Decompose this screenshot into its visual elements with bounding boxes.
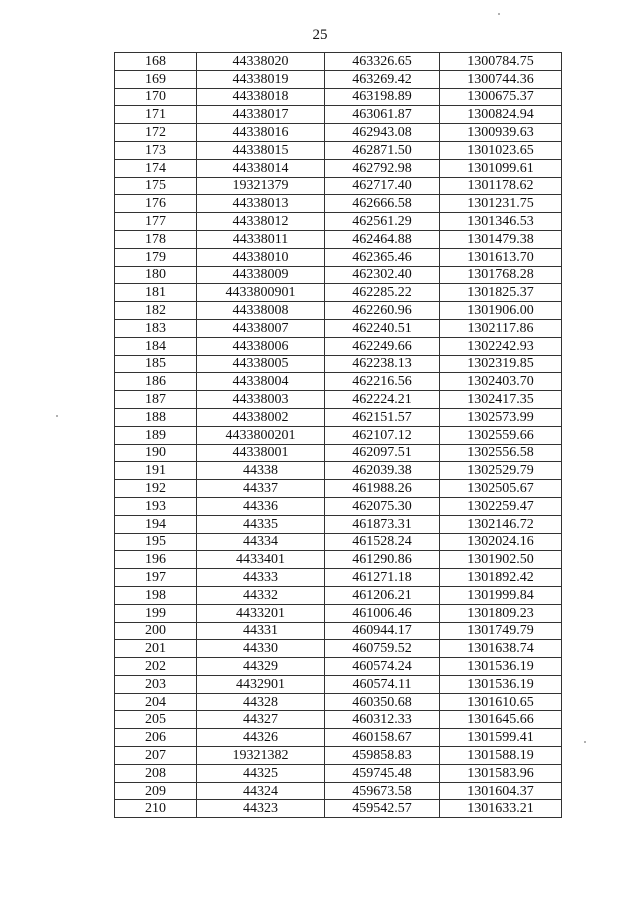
- table-row: [115, 70, 562, 88]
- coordinates-table: [114, 52, 562, 818]
- point-id-cell: 44338005: [197, 355, 325, 373]
- x-coordinate-cell: 462943.08: [325, 124, 440, 142]
- y-coordinate-cell: 1301809.23: [440, 604, 562, 622]
- table-row: [115, 408, 562, 426]
- x-coordinate-cell: 459542.57: [325, 800, 440, 818]
- row-number-cell: 210: [115, 800, 197, 818]
- table-row: [115, 604, 562, 622]
- x-coordinate-cell: 462238.13: [325, 355, 440, 373]
- x-coordinate-cell: 459745.48: [325, 764, 440, 782]
- table-row: [115, 426, 562, 444]
- y-coordinate-cell: 1301633.21: [440, 800, 562, 818]
- row-number-cell: 201: [115, 640, 197, 658]
- point-id-cell: 44338014: [197, 159, 325, 177]
- x-coordinate-cell: 463326.65: [325, 53, 440, 71]
- x-coordinate-cell: 462464.88: [325, 230, 440, 248]
- table-row: [115, 319, 562, 337]
- point-id-cell: 4433800901: [197, 284, 325, 302]
- y-coordinate-cell: 1301604.37: [440, 782, 562, 800]
- point-id-cell: 44335: [197, 515, 325, 533]
- x-coordinate-cell: 462097.51: [325, 444, 440, 462]
- x-coordinate-cell: 459858.83: [325, 747, 440, 765]
- x-coordinate-cell: 459673.58: [325, 782, 440, 800]
- y-coordinate-cell: 1301599.41: [440, 729, 562, 747]
- y-coordinate-cell: 1301906.00: [440, 302, 562, 320]
- table-row: [115, 497, 562, 515]
- scan-speck: [584, 741, 586, 743]
- point-id-cell: 44338015: [197, 141, 325, 159]
- table-row: [115, 141, 562, 159]
- point-id-cell: 44338017: [197, 106, 325, 124]
- x-coordinate-cell: 463061.87: [325, 106, 440, 124]
- point-id-cell: 44338009: [197, 266, 325, 284]
- y-coordinate-cell: 1302319.85: [440, 355, 562, 373]
- y-coordinate-cell: 1301479.38: [440, 230, 562, 248]
- point-id-cell: 44329: [197, 658, 325, 676]
- y-coordinate-cell: 1301999.84: [440, 586, 562, 604]
- x-coordinate-cell: 461271.18: [325, 569, 440, 587]
- row-number-cell: 209: [115, 782, 197, 800]
- y-coordinate-cell: 1300675.37: [440, 88, 562, 106]
- y-coordinate-cell: 1302573.99: [440, 408, 562, 426]
- scan-speck: [56, 415, 58, 417]
- table-row: [115, 124, 562, 142]
- table-row: [115, 675, 562, 693]
- point-id-cell: 44338007: [197, 319, 325, 337]
- point-id-cell: 44323: [197, 800, 325, 818]
- table-row: [115, 729, 562, 747]
- table-row: [115, 177, 562, 195]
- point-id-cell: 4432901: [197, 675, 325, 693]
- y-coordinate-cell: 1300939.63: [440, 124, 562, 142]
- coordinates-table-body: [115, 53, 562, 818]
- x-coordinate-cell: 460350.68: [325, 693, 440, 711]
- point-id-cell: 44326: [197, 729, 325, 747]
- table-row: [115, 230, 562, 248]
- y-coordinate-cell: 1301583.96: [440, 764, 562, 782]
- y-coordinate-cell: 1301610.65: [440, 693, 562, 711]
- x-coordinate-cell: 462240.51: [325, 319, 440, 337]
- row-number-cell: 200: [115, 622, 197, 640]
- y-coordinate-cell: 1301902.50: [440, 551, 562, 569]
- x-coordinate-cell: 462039.38: [325, 462, 440, 480]
- table-row: [115, 515, 562, 533]
- point-id-cell: 44334: [197, 533, 325, 551]
- table-row: [115, 284, 562, 302]
- table-row: [115, 337, 562, 355]
- table-row: [115, 533, 562, 551]
- x-coordinate-cell: 462561.29: [325, 213, 440, 231]
- x-coordinate-cell: 462216.56: [325, 373, 440, 391]
- row-number-cell: 185: [115, 355, 197, 373]
- y-coordinate-cell: 1302024.16: [440, 533, 562, 551]
- point-id-cell: 4433401: [197, 551, 325, 569]
- x-coordinate-cell: 460158.67: [325, 729, 440, 747]
- row-number-cell: 172: [115, 124, 197, 142]
- table-row: [115, 640, 562, 658]
- y-coordinate-cell: 1301346.53: [440, 213, 562, 231]
- table-row: [115, 53, 562, 71]
- point-id-cell: 44328: [197, 693, 325, 711]
- row-number-cell: 203: [115, 675, 197, 693]
- point-id-cell: 44338013: [197, 195, 325, 213]
- x-coordinate-cell: 461006.46: [325, 604, 440, 622]
- y-coordinate-cell: 1302417.35: [440, 391, 562, 409]
- y-coordinate-cell: 1301099.61: [440, 159, 562, 177]
- row-number-cell: 205: [115, 711, 197, 729]
- row-number-cell: 207: [115, 747, 197, 765]
- x-coordinate-cell: 462260.96: [325, 302, 440, 320]
- point-id-cell: 44338006: [197, 337, 325, 355]
- row-number-cell: 184: [115, 337, 197, 355]
- table-row: [115, 266, 562, 284]
- x-coordinate-cell: 461528.24: [325, 533, 440, 551]
- row-number-cell: 182: [115, 302, 197, 320]
- point-id-cell: 44327: [197, 711, 325, 729]
- y-coordinate-cell: 1300744.36: [440, 70, 562, 88]
- row-number-cell: 191: [115, 462, 197, 480]
- table-row: [115, 355, 562, 373]
- x-coordinate-cell: 460574.24: [325, 658, 440, 676]
- row-number-cell: 170: [115, 88, 197, 106]
- scan-speck: [498, 13, 500, 15]
- point-id-cell: 44338020: [197, 53, 325, 71]
- point-id-cell: 4433800201: [197, 426, 325, 444]
- table-row: [115, 302, 562, 320]
- point-id-cell: 44338004: [197, 373, 325, 391]
- point-id-cell: 44330: [197, 640, 325, 658]
- y-coordinate-cell: 1300824.94: [440, 106, 562, 124]
- table-row: [115, 586, 562, 604]
- row-number-cell: 198: [115, 586, 197, 604]
- table-row: [115, 569, 562, 587]
- x-coordinate-cell: 462249.66: [325, 337, 440, 355]
- table-row: [115, 782, 562, 800]
- row-number-cell: 189: [115, 426, 197, 444]
- x-coordinate-cell: 463269.42: [325, 70, 440, 88]
- row-number-cell: 197: [115, 569, 197, 587]
- x-coordinate-cell: 461206.21: [325, 586, 440, 604]
- table-row: [115, 195, 562, 213]
- table-row: [115, 88, 562, 106]
- y-coordinate-cell: 1302556.58: [440, 444, 562, 462]
- row-number-cell: 204: [115, 693, 197, 711]
- table-row: [115, 248, 562, 266]
- row-number-cell: 206: [115, 729, 197, 747]
- y-coordinate-cell: 1301749.79: [440, 622, 562, 640]
- point-id-cell: 44337: [197, 480, 325, 498]
- point-id-cell: 44325: [197, 764, 325, 782]
- row-number-cell: 183: [115, 319, 197, 337]
- table-row: [115, 800, 562, 818]
- row-number-cell: 180: [115, 266, 197, 284]
- y-coordinate-cell: 1301536.19: [440, 658, 562, 676]
- row-number-cell: 169: [115, 70, 197, 88]
- y-coordinate-cell: 1301613.70: [440, 248, 562, 266]
- page-number: 25: [312, 27, 328, 43]
- x-coordinate-cell: 462365.46: [325, 248, 440, 266]
- table-row: [115, 159, 562, 177]
- y-coordinate-cell: 1302242.93: [440, 337, 562, 355]
- row-number-cell: 192: [115, 480, 197, 498]
- y-coordinate-cell: 1301768.28: [440, 266, 562, 284]
- point-id-cell: 44324: [197, 782, 325, 800]
- x-coordinate-cell: 462871.50: [325, 141, 440, 159]
- table-row: [115, 373, 562, 391]
- point-id-cell: 44338018: [197, 88, 325, 106]
- row-number-cell: 181: [115, 284, 197, 302]
- row-number-cell: 195: [115, 533, 197, 551]
- x-coordinate-cell: 462792.98: [325, 159, 440, 177]
- point-id-cell: 44338012: [197, 213, 325, 231]
- point-id-cell: 44336: [197, 497, 325, 515]
- table-row: [115, 213, 562, 231]
- row-number-cell: 178: [115, 230, 197, 248]
- point-id-cell: 19321379: [197, 177, 325, 195]
- y-coordinate-cell: 1302529.79: [440, 462, 562, 480]
- x-coordinate-cell: 460944.17: [325, 622, 440, 640]
- row-number-cell: 187: [115, 391, 197, 409]
- x-coordinate-cell: 460574.11: [325, 675, 440, 693]
- point-id-cell: 44338016: [197, 124, 325, 142]
- point-id-cell: 44338019: [197, 70, 325, 88]
- table-row: [115, 480, 562, 498]
- point-id-cell: 44338008: [197, 302, 325, 320]
- table-row: [115, 747, 562, 765]
- y-coordinate-cell: 1301178.62: [440, 177, 562, 195]
- point-id-cell: 44333: [197, 569, 325, 587]
- x-coordinate-cell: 462285.22: [325, 284, 440, 302]
- row-number-cell: 176: [115, 195, 197, 213]
- y-coordinate-cell: 1301536.19: [440, 675, 562, 693]
- y-coordinate-cell: 1302259.47: [440, 497, 562, 515]
- row-number-cell: 188: [115, 408, 197, 426]
- row-number-cell: 199: [115, 604, 197, 622]
- x-coordinate-cell: 462151.57: [325, 408, 440, 426]
- table-row: [115, 658, 562, 676]
- table-row: [115, 622, 562, 640]
- y-coordinate-cell: 1301645.66: [440, 711, 562, 729]
- x-coordinate-cell: 462302.40: [325, 266, 440, 284]
- row-number-cell: 202: [115, 658, 197, 676]
- row-number-cell: 190: [115, 444, 197, 462]
- x-coordinate-cell: 460759.52: [325, 640, 440, 658]
- x-coordinate-cell: 460312.33: [325, 711, 440, 729]
- point-id-cell: 44338002: [197, 408, 325, 426]
- row-number-cell: 171: [115, 106, 197, 124]
- x-coordinate-cell: 462075.30: [325, 497, 440, 515]
- row-number-cell: 193: [115, 497, 197, 515]
- y-coordinate-cell: 1302403.70: [440, 373, 562, 391]
- y-coordinate-cell: 1302117.86: [440, 319, 562, 337]
- y-coordinate-cell: 1300784.75: [440, 53, 562, 71]
- row-number-cell: 196: [115, 551, 197, 569]
- row-number-cell: 168: [115, 53, 197, 71]
- x-coordinate-cell: 461873.31: [325, 515, 440, 533]
- row-number-cell: 186: [115, 373, 197, 391]
- table-row: [115, 764, 562, 782]
- y-coordinate-cell: 1302505.67: [440, 480, 562, 498]
- y-coordinate-cell: 1301023.65: [440, 141, 562, 159]
- x-coordinate-cell: 461988.26: [325, 480, 440, 498]
- x-coordinate-cell: 462107.12: [325, 426, 440, 444]
- y-coordinate-cell: 1301825.37: [440, 284, 562, 302]
- table-row: [115, 106, 562, 124]
- table-row: [115, 693, 562, 711]
- row-number-cell: 179: [115, 248, 197, 266]
- x-coordinate-cell: 461290.86: [325, 551, 440, 569]
- point-id-cell: 19321382: [197, 747, 325, 765]
- point-id-cell: 44338003: [197, 391, 325, 409]
- row-number-cell: 174: [115, 159, 197, 177]
- point-id-cell: 44338: [197, 462, 325, 480]
- x-coordinate-cell: 462717.40: [325, 177, 440, 195]
- y-coordinate-cell: 1301588.19: [440, 747, 562, 765]
- point-id-cell: 44338001: [197, 444, 325, 462]
- point-id-cell: 4433201: [197, 604, 325, 622]
- row-number-cell: 177: [115, 213, 197, 231]
- point-id-cell: 44332: [197, 586, 325, 604]
- point-id-cell: 44338010: [197, 248, 325, 266]
- row-number-cell: 173: [115, 141, 197, 159]
- row-number-cell: 208: [115, 764, 197, 782]
- point-id-cell: 44338011: [197, 230, 325, 248]
- table-row: [115, 391, 562, 409]
- y-coordinate-cell: 1302559.66: [440, 426, 562, 444]
- y-coordinate-cell: 1301638.74: [440, 640, 562, 658]
- x-coordinate-cell: 462224.21: [325, 391, 440, 409]
- y-coordinate-cell: 1301892.42: [440, 569, 562, 587]
- point-id-cell: 44331: [197, 622, 325, 640]
- y-coordinate-cell: 1302146.72: [440, 515, 562, 533]
- table-row: [115, 551, 562, 569]
- y-coordinate-cell: 1301231.75: [440, 195, 562, 213]
- table-row: [115, 711, 562, 729]
- x-coordinate-cell: 463198.89: [325, 88, 440, 106]
- row-number-cell: 194: [115, 515, 197, 533]
- table-row: [115, 462, 562, 480]
- x-coordinate-cell: 462666.58: [325, 195, 440, 213]
- table-row: [115, 444, 562, 462]
- row-number-cell: 175: [115, 177, 197, 195]
